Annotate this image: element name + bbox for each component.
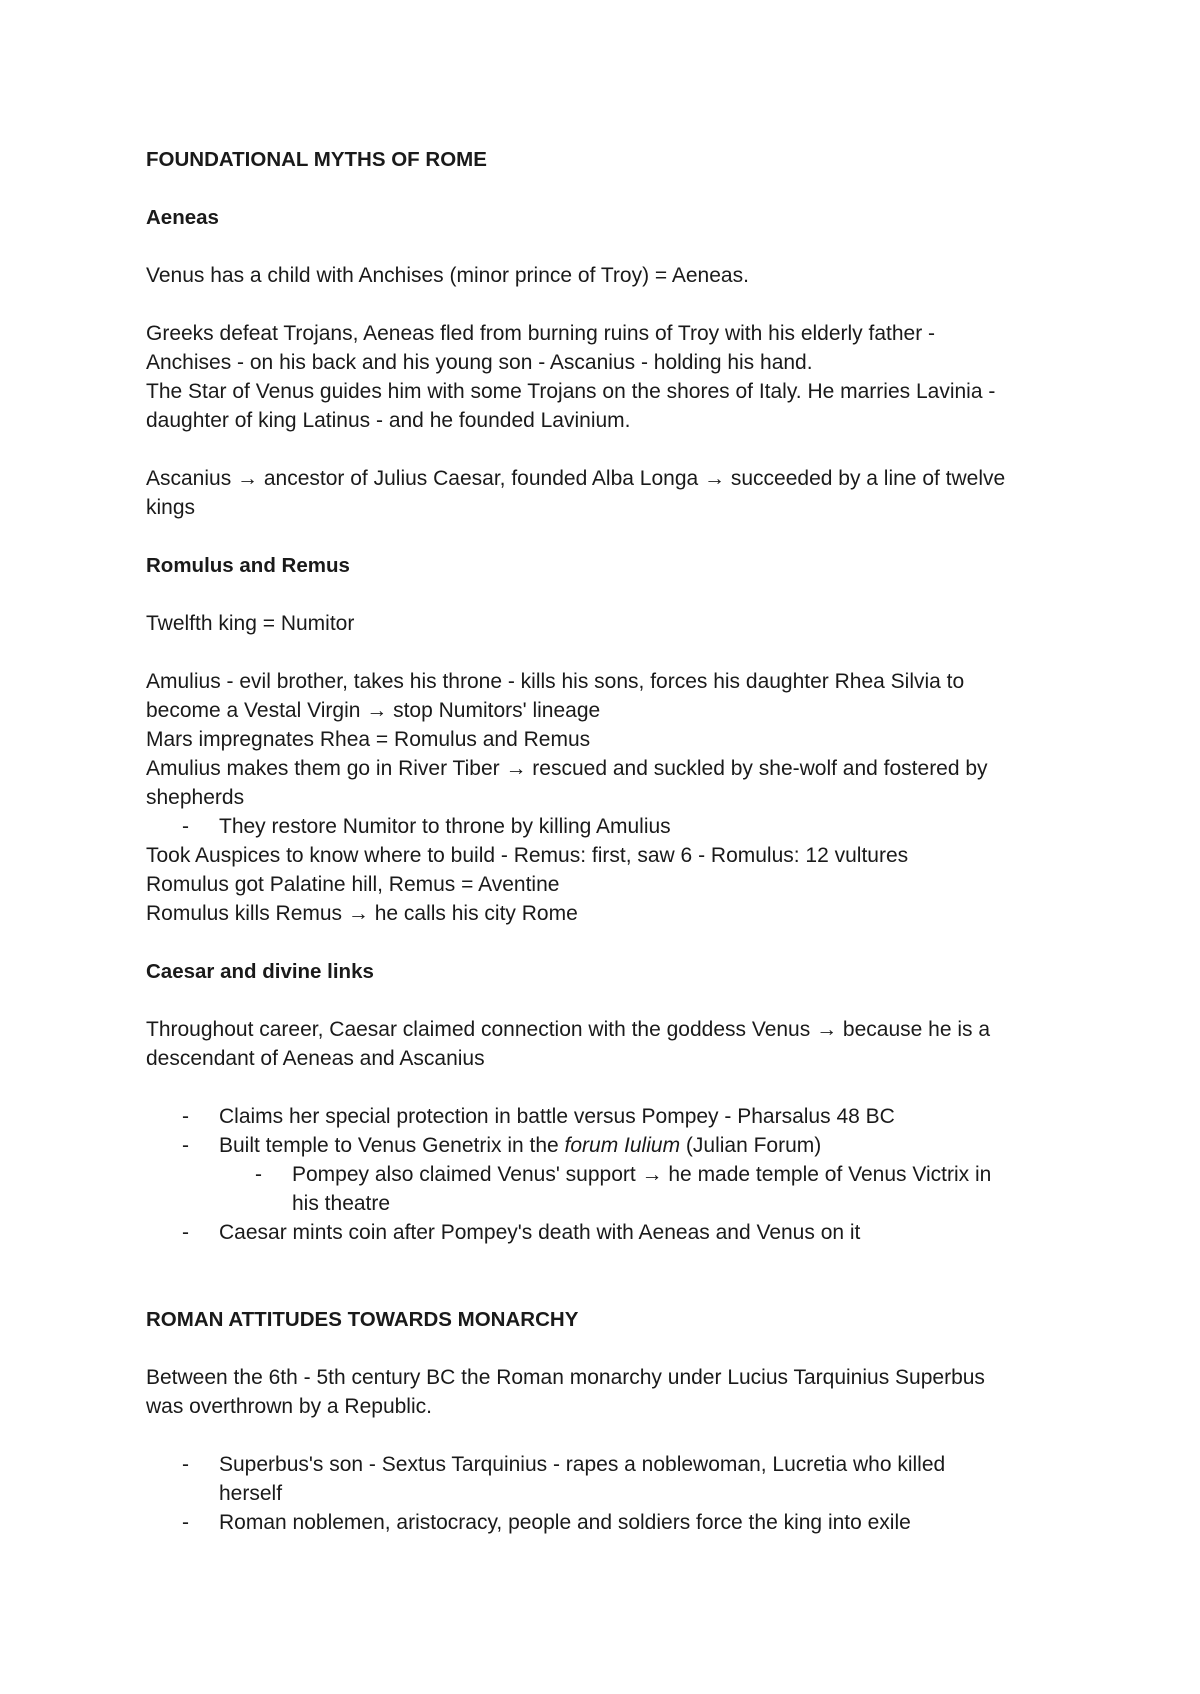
sub-list-item [146, 1160, 1070, 1218]
paragraph-line: Romulus got Palatine hill, Remus = Aventine [146, 873, 560, 896]
paragraph-line: daughter of king Latinus - and he founded Lavinium. [146, 409, 631, 432]
list-item-text: Caesar mints coin after Pompey's death with Aeneas and Venus on it [219, 1221, 861, 1244]
paragraph-line: Amulius makes them go in River Tiber → rescued and suckled by she-wolf and fostered by [146, 757, 988, 780]
bullet-dash: - [182, 1453, 189, 1476]
list-item [146, 1131, 1070, 1160]
paragraph: Twelfth king = Numitor [146, 612, 355, 635]
list-item-text: Built temple to Venus Genetrix in the [219, 1134, 565, 1157]
paragraph-line: Between the 6th - 5th century BC the Roman monarchy under Lucius Tarquinius Superbus [146, 1366, 985, 1389]
paragraph-line: shepherds [146, 786, 245, 809]
paragraph-line: descendant of Aeneas and Ascanius [146, 1047, 485, 1070]
list-item-text: Roman noblemen, aristocracy, people and soldiers force the king into exile [219, 1511, 911, 1534]
italic-text: forum Iulium [564, 1134, 681, 1157]
paragraph-line: Amulius - evil brother, takes his throne - kills his sons, forces his daughter Rhea Silvia to [146, 670, 965, 693]
list-item-text: Pompey also claimed Venus' support → he made temple of Venus Victrix in [292, 1163, 992, 1186]
paragraph-line: kings [146, 496, 196, 519]
list-item-text: Claims her special protection in battle versus Pompey - Pharsalus 48 BC [219, 1105, 895, 1128]
paragraph-line: was overthrown by a Republic. [146, 1395, 432, 1418]
list-item-text: They restore Numitor to throne by killing Amulius [219, 815, 671, 838]
section-title-foundational-myths: FOUNDATIONAL MYTHS OF ROME [146, 148, 487, 171]
list-item-text: Superbus's son - Sextus Tarquinius - rapes a noblewoman, Lucretia who killed [219, 1453, 946, 1476]
paragraph-line: Throughout career, Caesar claimed connection with the goddess Venus → because he is a [146, 1018, 991, 1041]
paragraph-line: Took Auspices to know where to build - Remus: first, saw 6 - Romulus: 12 vultures [146, 844, 909, 867]
heading-aeneas: Aeneas [146, 206, 219, 229]
paragraph: Venus has a child with Anchises (minor prince of Troy) = Aeneas. [146, 264, 749, 287]
bullet-dash: - [182, 1511, 189, 1534]
bullet-dash: - [182, 815, 189, 838]
list-item-text: his theatre [292, 1192, 391, 1215]
list-item-text: herself [219, 1482, 283, 1505]
paragraph-line: Romulus kills Remus → he calls his city Rome [146, 902, 578, 925]
paragraph-line: become a Vestal Virgin → stop Numitors' lineage [146, 699, 601, 722]
heading-caesar-divine-links: Caesar and divine links [146, 960, 374, 983]
bullet-dash: - [182, 1105, 189, 1128]
section-title-roman-attitudes: ROMAN ATTITUDES TOWARDS MONARCHY [146, 1308, 579, 1331]
paragraph-line: Greeks defeat Trojans, Aeneas fled from burning ruins of Troy with his elderly father - [146, 322, 936, 345]
paragraph-line: Anchises - on his back and his young son - Ascanius - holding his hand. [146, 351, 813, 374]
paragraph-line: The Star of Venus guides him with some Trojans on the shores of Italy. He marries Lavinia - [146, 380, 996, 403]
list-item [146, 1102, 1070, 1131]
bullet-dash: - [182, 1221, 189, 1244]
list-item [146, 1218, 1070, 1247]
list-item [146, 1450, 1070, 1508]
paragraph-line: Mars impregnates Rhea = Romulus and Remus [146, 728, 591, 751]
list-item [146, 1508, 1070, 1537]
heading-romulus-remus: Romulus and Remus [146, 554, 350, 577]
bullet-dash: - [182, 1134, 189, 1157]
list-item [146, 812, 1070, 841]
paragraph-line: Ascanius → ancestor of Julius Caesar, founded Alba Longa → succeeded by a line of twelve [146, 467, 1006, 490]
bullet-dash: - [255, 1163, 262, 1186]
list-item-text: (Julian Forum) [680, 1134, 822, 1157]
